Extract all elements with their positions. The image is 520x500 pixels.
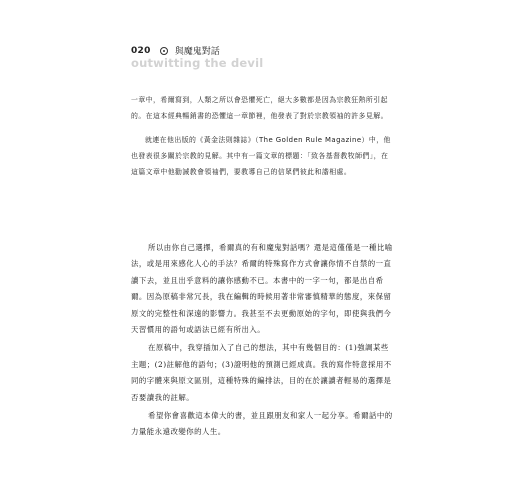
body-paragraph: 在原稿中，我穿插加入了自己的想法，其中有幾個目的：(1)強調某些主題；(2)註解他的語句；(3)證明他的預測已經成真。我的寫作特意採用不同的字體來與原文區別，這種特殊的編排法，目的在於讓讀者輕易的選擇是否要讀我的註解。 — [131, 343, 392, 402]
circle-dot-icon — [160, 47, 168, 55]
english-subtitle: outwitting the devil — [131, 56, 264, 70]
commentary-paragraph: 就連在他出版的《黃金法則雜誌》（The Golden Rule Magazine）中，他也發表很多關於宗教的見解。其中有一篇文章的標題：「致各基督教牧師們」，在這篇文章中他勸誡教會領袖們，要教導自己的信眾們彼此和諧相處。 — [131, 136, 391, 176]
book-title: 與魔鬼對話 — [174, 47, 220, 57]
main-text — [131, 240, 393, 441]
body-paragraph: 希望你會喜歡這本偉大的書，並且跟朋友和家人一起分享。希爾話中的力量能永遠改變你的人生。 — [131, 411, 393, 437]
inserted-commentary — [131, 92, 393, 188]
commentary-paragraph: 一章中，希爾寫到，人類之所以會恐懼死亡，絕大多數都是因為宗教狂熱所引起的。在這本經典暢銷書的恐懼這一章節裡，他發表了對於宗教領袖的許多見解。 — [131, 96, 388, 120]
body-paragraph: 所以由你自己選擇，希爾真的有和魔鬼對話嗎？還是這僅僅是一種比喻法，或是用來感化人心的手法？希爾的特殊寫作方式會讓你情不自禁的一直讀下去，並且出乎意料的讓你感動不已。本書中的一字一句，都是出自希爾。因為原稿非常冗長，我在編輯的時候用著非常審慎精華的態度，來保留原文的完整性和深遠的影響力。我甚至不去更動原始的字句，即使與我們今天習慣用的語句或語法已經有所出入。 — [131, 243, 393, 335]
page-number: 020 — [131, 45, 151, 56]
